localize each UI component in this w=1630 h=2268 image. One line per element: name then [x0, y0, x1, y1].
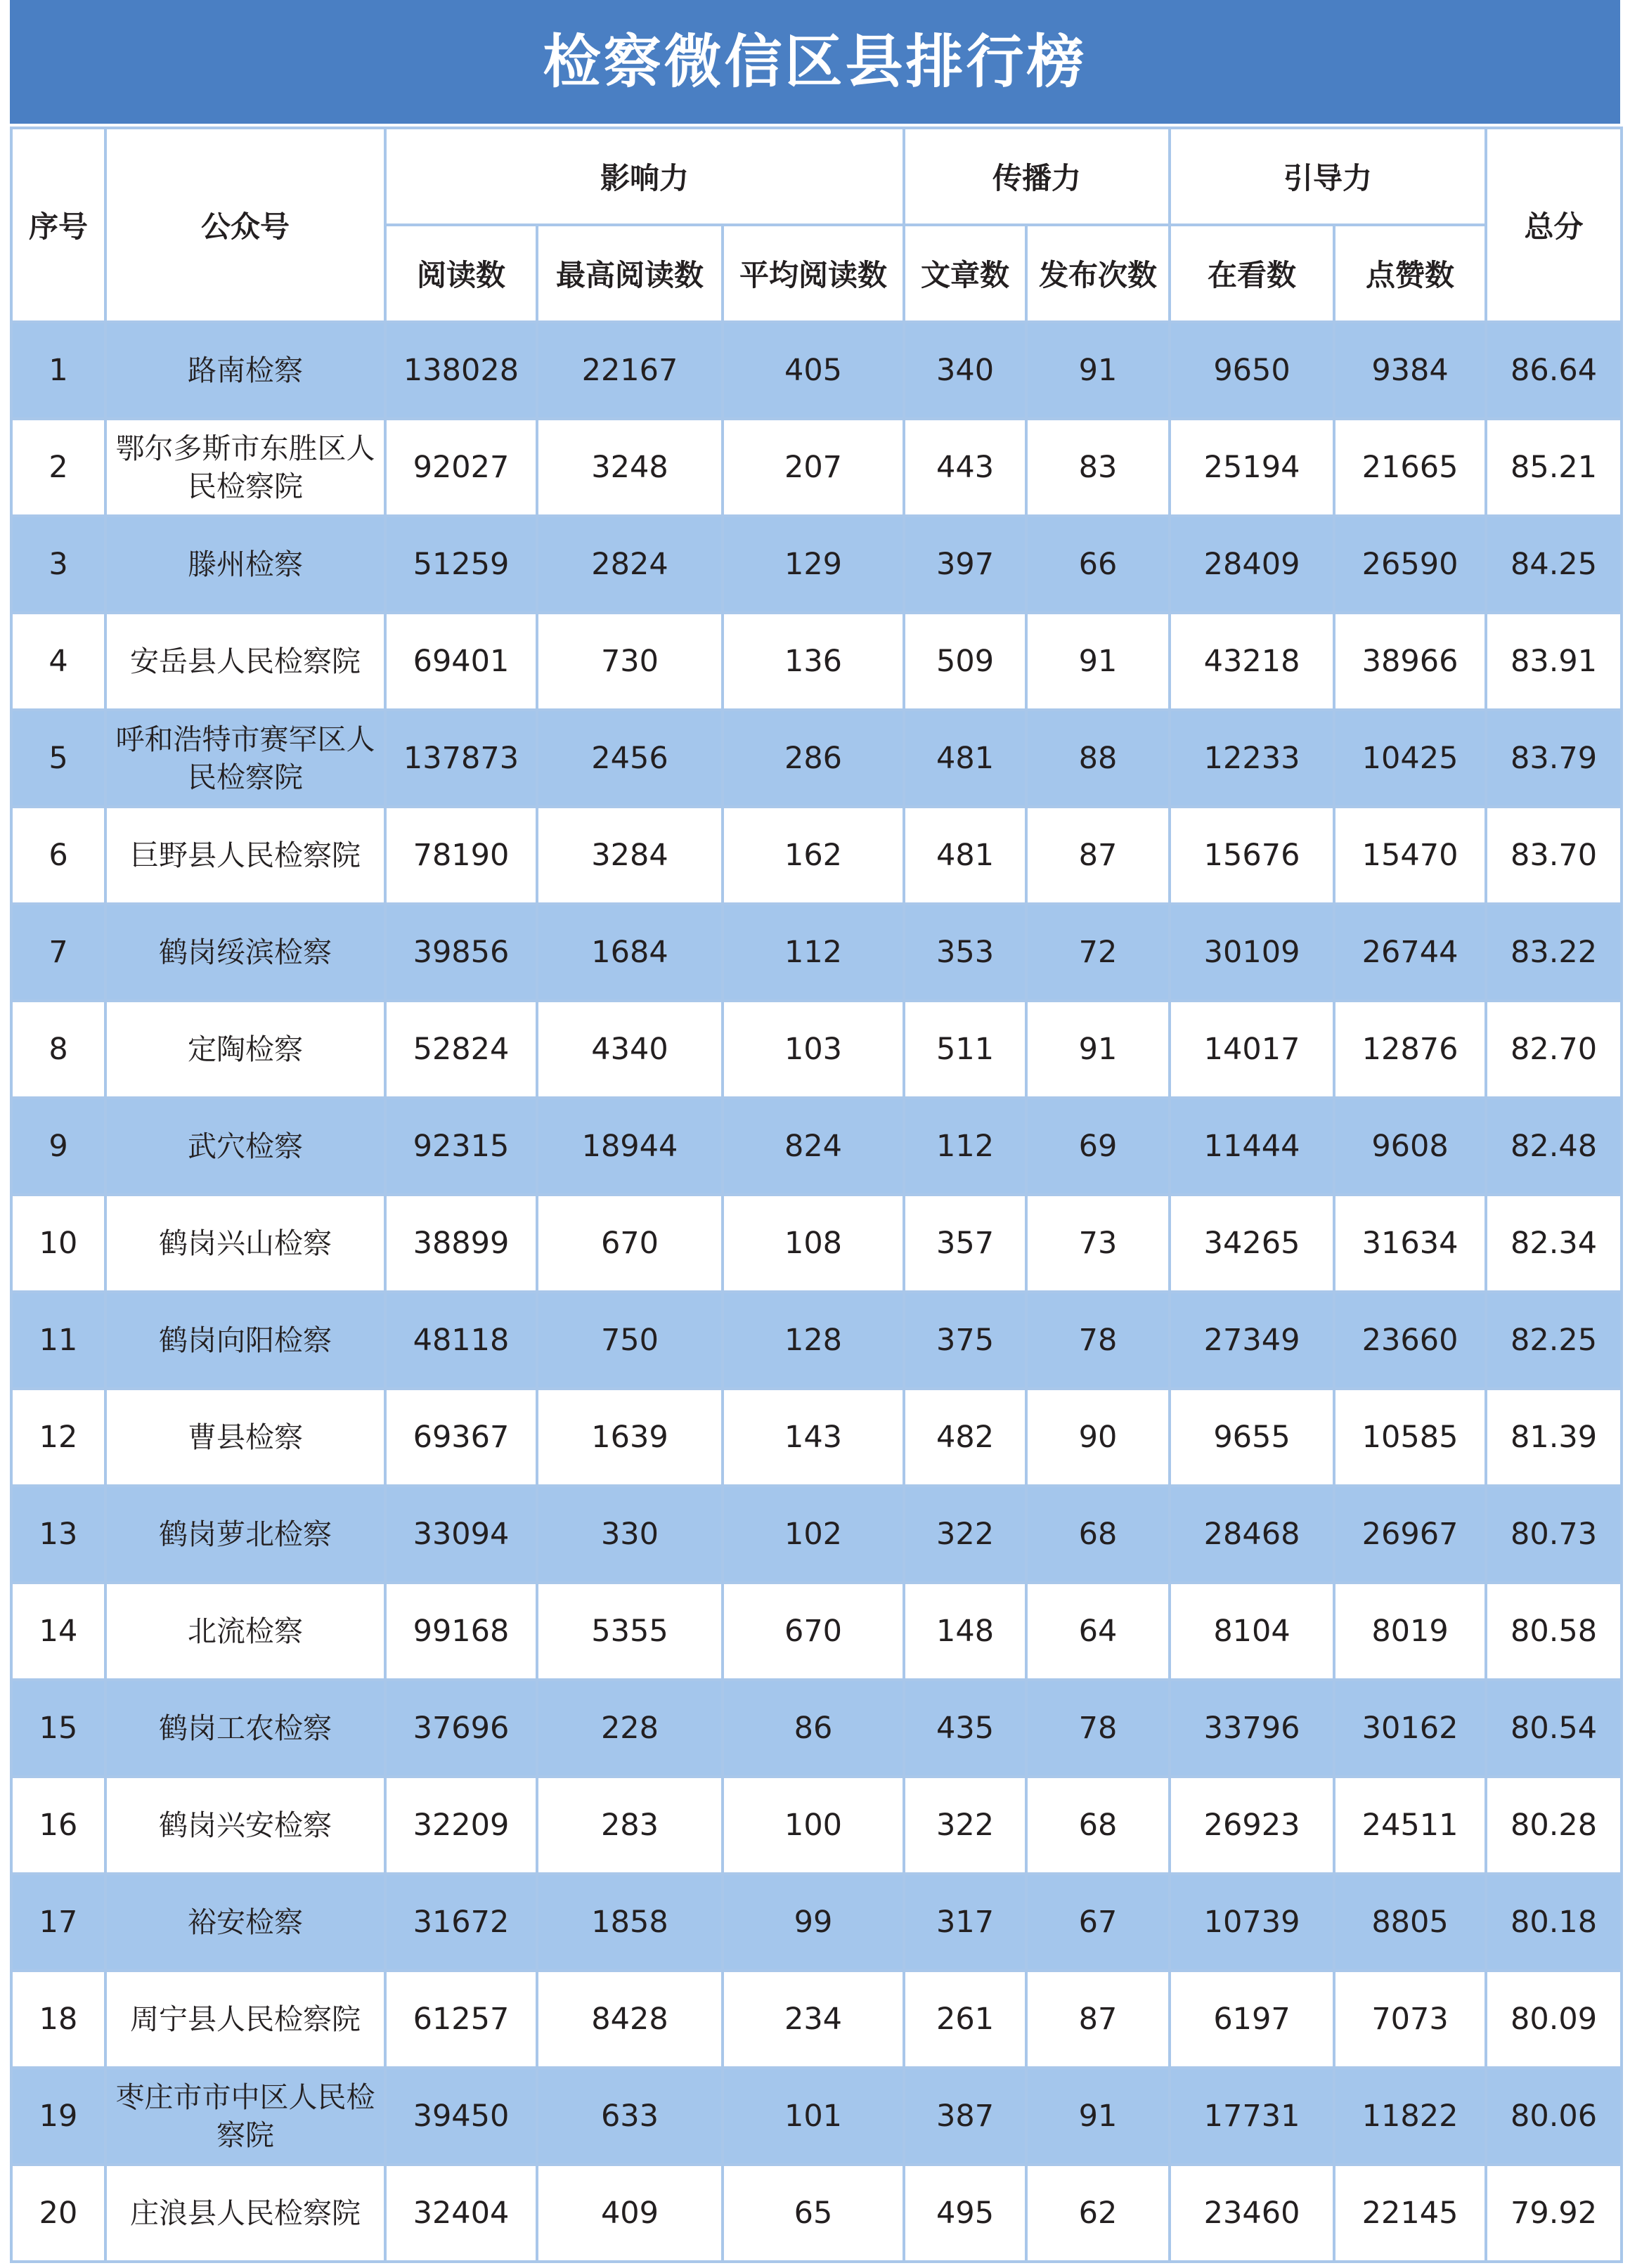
- table-row: [11, 1292, 1622, 1389]
- cell-max-reads: 1639: [537, 1389, 723, 1486]
- table-body: [11, 322, 1622, 2262]
- cell-total: 85.21: [1486, 419, 1622, 516]
- cell-account: 庄浪县人民检察院: [105, 2165, 385, 2262]
- ranking-table: [10, 127, 1623, 2263]
- cell-max-reads: 3284: [537, 807, 723, 904]
- table-row: [11, 710, 1622, 807]
- cell-account: 周宁县人民检察院: [105, 1971, 385, 2068]
- cell-account: 鹤岗工农检察: [105, 1680, 385, 1777]
- cell-likes: 8805: [1334, 1874, 1486, 1971]
- cell-articles: 375: [904, 1292, 1026, 1389]
- cell-total: 80.73: [1486, 1486, 1622, 1583]
- header-articles: 文章数: [904, 225, 1026, 322]
- cell-rank: 2: [11, 419, 105, 516]
- cell-likes: 26744: [1334, 904, 1486, 1001]
- cell-max-reads: 18944: [537, 1098, 723, 1195]
- cell-total: 83.91: [1486, 613, 1622, 710]
- cell-rank: 11: [11, 1292, 105, 1389]
- cell-watching: 11444: [1170, 1098, 1334, 1195]
- cell-rank: 7: [11, 904, 105, 1001]
- table-row: [11, 1486, 1622, 1583]
- cell-watching: 14017: [1170, 1001, 1334, 1098]
- header-posts: 发布次数: [1026, 225, 1170, 322]
- cell-likes: 10425: [1334, 710, 1486, 807]
- cell-likes: 12876: [1334, 1001, 1486, 1098]
- cell-articles: 322: [904, 1486, 1026, 1583]
- cell-avg-reads: 108: [723, 1195, 904, 1292]
- cell-avg-reads: 129: [723, 516, 904, 613]
- cell-watching: 30109: [1170, 904, 1334, 1001]
- cell-posts: 91: [1026, 613, 1170, 710]
- cell-reads: 37696: [385, 1680, 537, 1777]
- cell-total: 81.39: [1486, 1389, 1622, 1486]
- cell-max-reads: 730: [537, 613, 723, 710]
- table-row: [11, 1001, 1622, 1098]
- table-row: [11, 904, 1622, 1001]
- cell-likes: 9384: [1334, 322, 1486, 419]
- cell-articles: 357: [904, 1195, 1026, 1292]
- header-row-groups: [11, 128, 1622, 225]
- cell-total: 80.54: [1486, 1680, 1622, 1777]
- cell-max-reads: 330: [537, 1486, 723, 1583]
- cell-total: 82.34: [1486, 1195, 1622, 1292]
- cell-account: 鹤岗兴安检察: [105, 1777, 385, 1874]
- cell-watching: 6197: [1170, 1971, 1334, 2068]
- cell-articles: 340: [904, 322, 1026, 419]
- cell-reads: 39856: [385, 904, 537, 1001]
- cell-posts: 68: [1026, 1486, 1170, 1583]
- cell-reads: 138028: [385, 322, 537, 419]
- cell-articles: 317: [904, 1874, 1026, 1971]
- cell-account: 北流检察: [105, 1583, 385, 1680]
- cell-avg-reads: 824: [723, 1098, 904, 1195]
- cell-avg-reads: 136: [723, 613, 904, 710]
- cell-watching: 8104: [1170, 1583, 1334, 1680]
- cell-posts: 87: [1026, 807, 1170, 904]
- table-row: [11, 807, 1622, 904]
- cell-reads: 32404: [385, 2165, 537, 2262]
- page-title: 检察微信区县排行榜: [10, 0, 1620, 124]
- cell-avg-reads: 143: [723, 1389, 904, 1486]
- cell-watching: 12233: [1170, 710, 1334, 807]
- cell-posts: 64: [1026, 1583, 1170, 1680]
- cell-reads: 39450: [385, 2068, 537, 2165]
- cell-max-reads: 3248: [537, 419, 723, 516]
- cell-rank: 16: [11, 1777, 105, 1874]
- cell-posts: 88: [1026, 710, 1170, 807]
- cell-articles: 509: [904, 613, 1026, 710]
- cell-rank: 10: [11, 1195, 105, 1292]
- cell-likes: 8019: [1334, 1583, 1486, 1680]
- cell-rank: 14: [11, 1583, 105, 1680]
- cell-avg-reads: 128: [723, 1292, 904, 1389]
- cell-max-reads: 750: [537, 1292, 723, 1389]
- cell-posts: 90: [1026, 1389, 1170, 1486]
- cell-reads: 52824: [385, 1001, 537, 1098]
- table-row: [11, 613, 1622, 710]
- cell-likes: 31634: [1334, 1195, 1486, 1292]
- cell-account: 曹县检察: [105, 1389, 385, 1486]
- header-guidance: 引导力: [1170, 128, 1486, 225]
- cell-reads: 69401: [385, 613, 537, 710]
- cell-max-reads: 5355: [537, 1583, 723, 1680]
- cell-likes: 30162: [1334, 1680, 1486, 1777]
- cell-reads: 51259: [385, 516, 537, 613]
- table-row: [11, 2068, 1622, 2165]
- header-avg-reads: 平均阅读数: [723, 225, 904, 322]
- header-influence: 影响力: [385, 128, 904, 225]
- cell-reads: 69367: [385, 1389, 537, 1486]
- cell-watching: 9655: [1170, 1389, 1334, 1486]
- cell-max-reads: 8428: [537, 1971, 723, 2068]
- cell-max-reads: 22167: [537, 322, 723, 419]
- cell-total: 82.48: [1486, 1098, 1622, 1195]
- cell-reads: 38899: [385, 1195, 537, 1292]
- cell-likes: 26967: [1334, 1486, 1486, 1583]
- cell-total: 83.70: [1486, 807, 1622, 904]
- table-row: [11, 1098, 1622, 1195]
- cell-rank: 18: [11, 1971, 105, 2068]
- cell-articles: 443: [904, 419, 1026, 516]
- table-row: [11, 1583, 1622, 1680]
- cell-avg-reads: 405: [723, 322, 904, 419]
- cell-watching: 43218: [1170, 613, 1334, 710]
- cell-articles: 112: [904, 1098, 1026, 1195]
- table-row: [11, 1874, 1622, 1971]
- cell-watching: 28409: [1170, 516, 1334, 613]
- cell-rank: 3: [11, 516, 105, 613]
- cell-account: 鹤岗萝北检察: [105, 1486, 385, 1583]
- cell-posts: 66: [1026, 516, 1170, 613]
- cell-articles: 495: [904, 2165, 1026, 2262]
- cell-articles: 353: [904, 904, 1026, 1001]
- cell-posts: 73: [1026, 1195, 1170, 1292]
- cell-posts: 68: [1026, 1777, 1170, 1874]
- cell-rank: 1: [11, 322, 105, 419]
- cell-rank: 8: [11, 1001, 105, 1098]
- cell-max-reads: 2456: [537, 710, 723, 807]
- cell-reads: 61257: [385, 1971, 537, 2068]
- cell-posts: 91: [1026, 2068, 1170, 2165]
- cell-total: 83.79: [1486, 710, 1622, 807]
- cell-max-reads: 633: [537, 2068, 723, 2165]
- cell-rank: 6: [11, 807, 105, 904]
- cell-rank: 12: [11, 1389, 105, 1486]
- cell-total: 80.18: [1486, 1874, 1622, 1971]
- cell-rank: 19: [11, 2068, 105, 2165]
- cell-total: 80.06: [1486, 2068, 1622, 2165]
- cell-total: 80.58: [1486, 1583, 1622, 1680]
- table-row: [11, 1777, 1622, 1874]
- cell-avg-reads: 162: [723, 807, 904, 904]
- cell-posts: 62: [1026, 2165, 1170, 2262]
- cell-rank: 4: [11, 613, 105, 710]
- cell-rank: 17: [11, 1874, 105, 1971]
- cell-likes: 22145: [1334, 2165, 1486, 2262]
- table-row: [11, 419, 1622, 516]
- cell-watching: 25194: [1170, 419, 1334, 516]
- cell-posts: 91: [1026, 1001, 1170, 1098]
- cell-account: 武穴检察: [105, 1098, 385, 1195]
- cell-articles: 481: [904, 807, 1026, 904]
- cell-max-reads: 409: [537, 2165, 723, 2262]
- cell-total: 82.70: [1486, 1001, 1622, 1098]
- cell-posts: 78: [1026, 1292, 1170, 1389]
- header-total: 总分: [1486, 128, 1622, 322]
- cell-reads: 137873: [385, 710, 537, 807]
- cell-account: 安岳县人民检察院: [105, 613, 385, 710]
- cell-max-reads: 2824: [537, 516, 723, 613]
- cell-likes: 15470: [1334, 807, 1486, 904]
- cell-max-reads: 4340: [537, 1001, 723, 1098]
- cell-posts: 72: [1026, 904, 1170, 1001]
- cell-articles: 511: [904, 1001, 1026, 1098]
- cell-total: 86.64: [1486, 322, 1622, 419]
- cell-avg-reads: 103: [723, 1001, 904, 1098]
- cell-posts: 83: [1026, 419, 1170, 516]
- cell-articles: 387: [904, 2068, 1026, 2165]
- cell-reads: 99168: [385, 1583, 537, 1680]
- cell-likes: 11822: [1334, 2068, 1486, 2165]
- cell-rank: 13: [11, 1486, 105, 1583]
- cell-rank: 20: [11, 2165, 105, 2262]
- cell-account: 枣庄市市中区人民检察院: [105, 2068, 385, 2165]
- cell-reads: 78190: [385, 807, 537, 904]
- cell-max-reads: 228: [537, 1680, 723, 1777]
- cell-likes: 24511: [1334, 1777, 1486, 1874]
- cell-avg-reads: 207: [723, 419, 904, 516]
- cell-watching: 28468: [1170, 1486, 1334, 1583]
- cell-likes: 26590: [1334, 516, 1486, 613]
- cell-reads: 92315: [385, 1098, 537, 1195]
- cell-rank: 9: [11, 1098, 105, 1195]
- cell-posts: 69: [1026, 1098, 1170, 1195]
- cell-articles: 322: [904, 1777, 1026, 1874]
- header-account: 公众号: [105, 128, 385, 322]
- cell-reads: 31672: [385, 1874, 537, 1971]
- cell-articles: 435: [904, 1680, 1026, 1777]
- cell-account: 鄂尔多斯市东胜区人民检察院: [105, 419, 385, 516]
- table-header: [11, 128, 1622, 322]
- cell-account: 鹤岗兴山检察: [105, 1195, 385, 1292]
- cell-articles: 482: [904, 1389, 1026, 1486]
- cell-avg-reads: 101: [723, 2068, 904, 2165]
- cell-avg-reads: 234: [723, 1971, 904, 2068]
- table-row: [11, 1389, 1622, 1486]
- cell-likes: 10585: [1334, 1389, 1486, 1486]
- cell-articles: 481: [904, 710, 1026, 807]
- cell-watching: 26923: [1170, 1777, 1334, 1874]
- cell-account: 定陶检察: [105, 1001, 385, 1098]
- cell-likes: 23660: [1334, 1292, 1486, 1389]
- cell-avg-reads: 99: [723, 1874, 904, 1971]
- cell-posts: 87: [1026, 1971, 1170, 2068]
- header-reads: 阅读数: [385, 225, 537, 322]
- header-spread: 传播力: [904, 128, 1170, 225]
- cell-posts: 67: [1026, 1874, 1170, 1971]
- cell-watching: 34265: [1170, 1195, 1334, 1292]
- cell-posts: 91: [1026, 322, 1170, 419]
- table-row: [11, 516, 1622, 613]
- cell-avg-reads: 102: [723, 1486, 904, 1583]
- cell-max-reads: 1858: [537, 1874, 723, 1971]
- cell-total: 82.25: [1486, 1292, 1622, 1389]
- cell-reads: 92027: [385, 419, 537, 516]
- cell-account: 裕安检察: [105, 1874, 385, 1971]
- cell-watching: 10739: [1170, 1874, 1334, 1971]
- cell-rank: 5: [11, 710, 105, 807]
- cell-posts: 78: [1026, 1680, 1170, 1777]
- table-row: [11, 2165, 1622, 2262]
- cell-total: 84.25: [1486, 516, 1622, 613]
- cell-avg-reads: 112: [723, 904, 904, 1001]
- cell-articles: 397: [904, 516, 1026, 613]
- cell-avg-reads: 286: [723, 710, 904, 807]
- cell-watching: 15676: [1170, 807, 1334, 904]
- cell-max-reads: 283: [537, 1777, 723, 1874]
- header-likes: 点赞数: [1334, 225, 1486, 322]
- cell-likes: 7073: [1334, 1971, 1486, 2068]
- cell-account: 呼和浩特市赛罕区人民检察院: [105, 710, 385, 807]
- header-max-reads: 最高阅读数: [537, 225, 723, 322]
- header-rank: 序号: [11, 128, 105, 322]
- cell-avg-reads: 670: [723, 1583, 904, 1680]
- cell-account: 巨野县人民检察院: [105, 807, 385, 904]
- cell-total: 80.09: [1486, 1971, 1622, 2068]
- cell-likes: 38966: [1334, 613, 1486, 710]
- cell-reads: 33094: [385, 1486, 537, 1583]
- cell-articles: 261: [904, 1971, 1026, 2068]
- cell-account: 鹤岗绥滨检察: [105, 904, 385, 1001]
- cell-likes: 9608: [1334, 1098, 1486, 1195]
- cell-avg-reads: 86: [723, 1680, 904, 1777]
- cell-max-reads: 1684: [537, 904, 723, 1001]
- cell-max-reads: 670: [537, 1195, 723, 1292]
- cell-reads: 48118: [385, 1292, 537, 1389]
- cell-watching: 9650: [1170, 322, 1334, 419]
- table-row: [11, 322, 1622, 419]
- table-row: [11, 1195, 1622, 1292]
- table-row: [11, 1680, 1622, 1777]
- cell-account: 滕州检察: [105, 516, 385, 613]
- cell-watching: 27349: [1170, 1292, 1334, 1389]
- cell-account: 鹤岗向阳检察: [105, 1292, 385, 1389]
- cell-account: 路南检察: [105, 322, 385, 419]
- cell-likes: 21665: [1334, 419, 1486, 516]
- header-watching: 在看数: [1170, 225, 1334, 322]
- cell-watching: 23460: [1170, 2165, 1334, 2262]
- table-row: [11, 1971, 1622, 2068]
- cell-total: 83.22: [1486, 904, 1622, 1001]
- cell-avg-reads: 65: [723, 2165, 904, 2262]
- cell-watching: 17731: [1170, 2068, 1334, 2165]
- cell-rank: 15: [11, 1680, 105, 1777]
- cell-total: 79.92: [1486, 2165, 1622, 2262]
- cell-watching: 33796: [1170, 1680, 1334, 1777]
- cell-reads: 32209: [385, 1777, 537, 1874]
- cell-avg-reads: 100: [723, 1777, 904, 1874]
- cell-articles: 148: [904, 1583, 1026, 1680]
- cell-total: 80.28: [1486, 1777, 1622, 1874]
